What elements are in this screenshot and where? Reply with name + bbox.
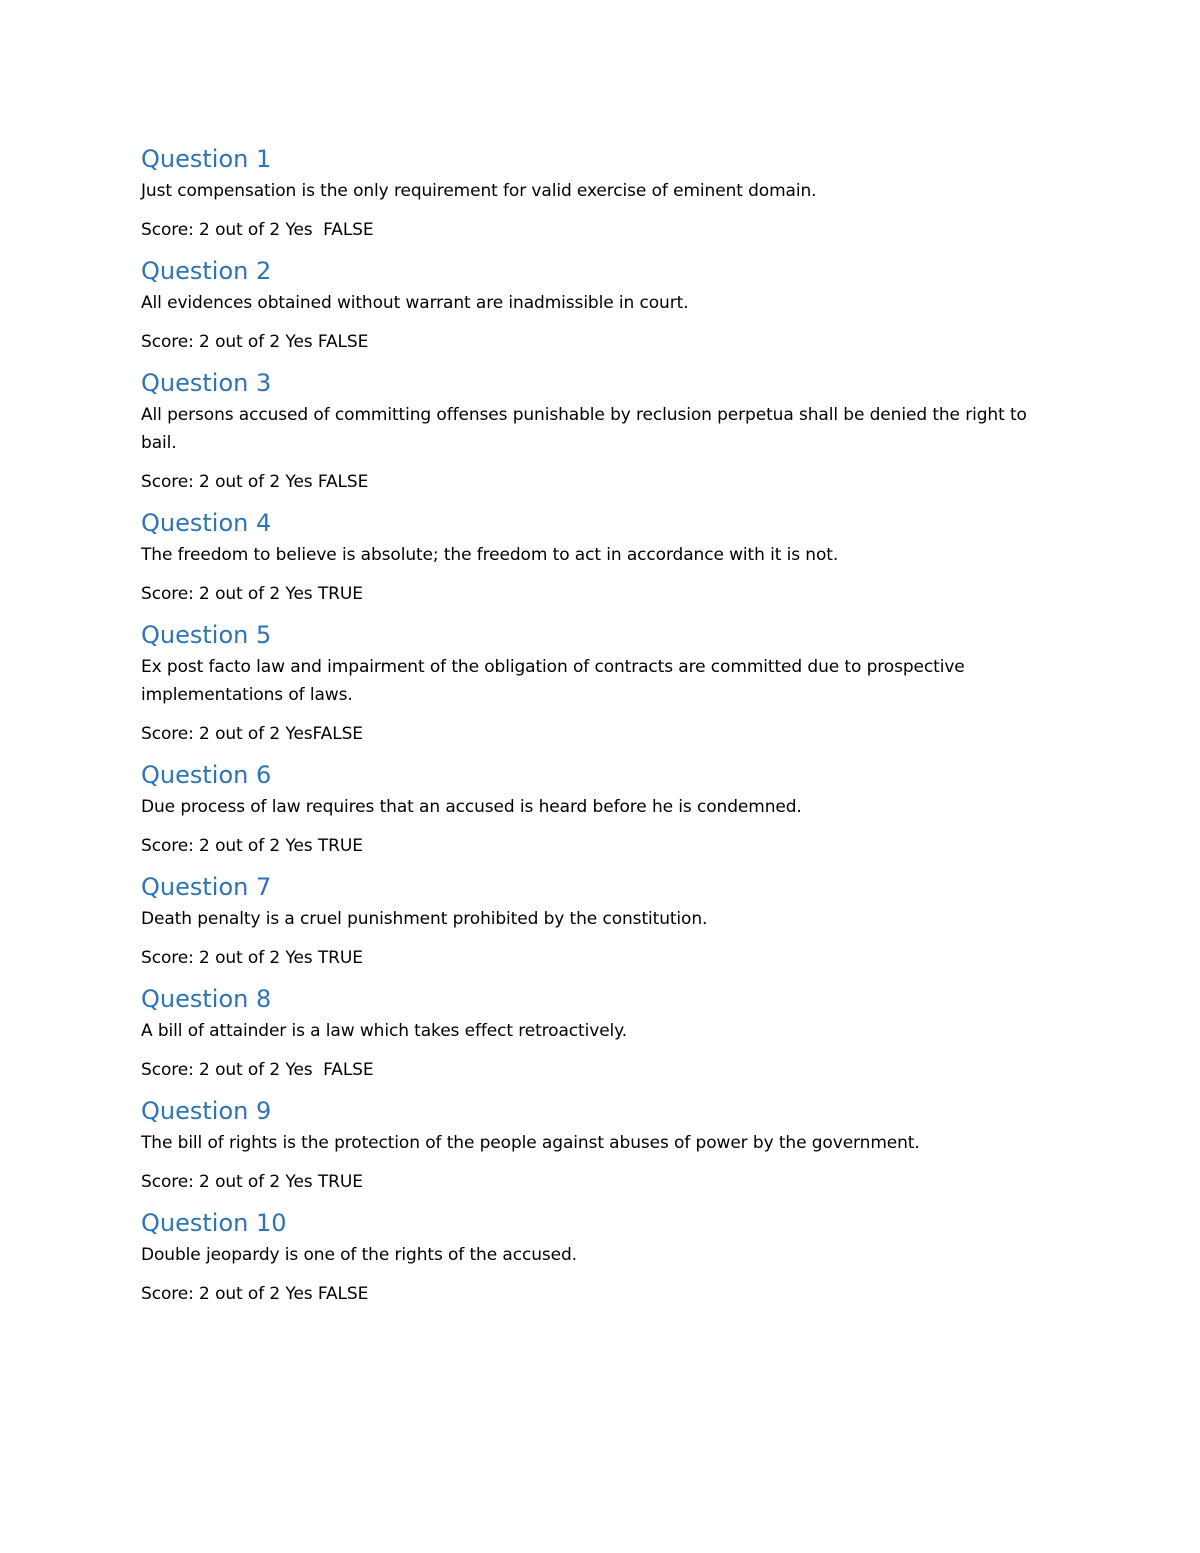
question-score: Score: 2 out of 2 Yes FALSE bbox=[141, 472, 369, 492]
question-text: The freedom to believe is absolute; the freedom to act in accordance with it is not. bbox=[141, 545, 839, 565]
question-text: Just compensation is the only requirement for valid exercise of eminent domain. bbox=[141, 181, 817, 201]
question-score: Score: 2 out of 2 Yes TRUE bbox=[141, 584, 363, 604]
question-heading: Question 6 bbox=[141, 761, 272, 789]
question-block-9 bbox=[141, 1093, 1061, 1193]
question-block-4 bbox=[141, 505, 1061, 605]
question-heading: Question 9 bbox=[141, 1097, 272, 1125]
question-score: Score: 2 out of 2 Yes FALSE bbox=[141, 1284, 369, 1304]
question-score: Score: 2 out of 2 Yes TRUE bbox=[141, 836, 363, 856]
question-text: A bill of attainder is a law which takes effect retroactively. bbox=[141, 1021, 628, 1041]
question-score: Score: 2 out of 2 Yes TRUE bbox=[141, 1172, 363, 1192]
question-text: Ex post facto law and impairment of the obligation of contracts are committed due to prospective implementations of laws. bbox=[141, 657, 965, 705]
question-text: The bill of rights is the protection of the people against abuses of power by the government. bbox=[141, 1133, 920, 1153]
question-heading: Question 5 bbox=[141, 621, 272, 649]
question-text: Death penalty is a cruel punishment prohibited by the constitution. bbox=[141, 909, 708, 929]
question-text: All evidences obtained without warrant are inadmissible in court. bbox=[141, 293, 689, 313]
question-block-8 bbox=[141, 981, 1061, 1081]
question-heading: Question 1 bbox=[141, 145, 272, 173]
question-block-3 bbox=[141, 365, 1061, 493]
question-heading: Question 4 bbox=[141, 509, 272, 537]
question-text: Double jeopardy is one of the rights of the accused. bbox=[141, 1245, 577, 1265]
question-heading: Question 10 bbox=[141, 1209, 287, 1237]
question-score: Score: 2 out of 2 Yes FALSE bbox=[141, 1060, 374, 1080]
question-block-2 bbox=[141, 253, 1061, 353]
question-block-6 bbox=[141, 757, 1061, 857]
question-text: Due process of law requires that an accused is heard before he is condemned. bbox=[141, 797, 802, 817]
question-heading: Question 3 bbox=[141, 369, 272, 397]
question-heading: Question 2 bbox=[141, 257, 272, 285]
question-score: Score: 2 out of 2 Yes FALSE bbox=[141, 332, 369, 352]
question-block-7 bbox=[141, 869, 1061, 969]
question-score: Score: 2 out of 2 Yes FALSE bbox=[141, 220, 374, 240]
question-text: All persons accused of committing offenses punishable by reclusion perpetua shall be denied the right to bail. bbox=[141, 405, 1027, 453]
question-heading: Question 7 bbox=[141, 873, 272, 901]
question-block-5 bbox=[141, 617, 1061, 745]
question-block-1 bbox=[141, 141, 1061, 241]
question-score: Score: 2 out of 2 Yes TRUE bbox=[141, 948, 363, 968]
question-block-10 bbox=[141, 1205, 1061, 1305]
question-heading: Question 8 bbox=[141, 985, 272, 1013]
document-page bbox=[141, 141, 1061, 1317]
question-score: Score: 2 out of 2 YesFALSE bbox=[141, 724, 363, 744]
